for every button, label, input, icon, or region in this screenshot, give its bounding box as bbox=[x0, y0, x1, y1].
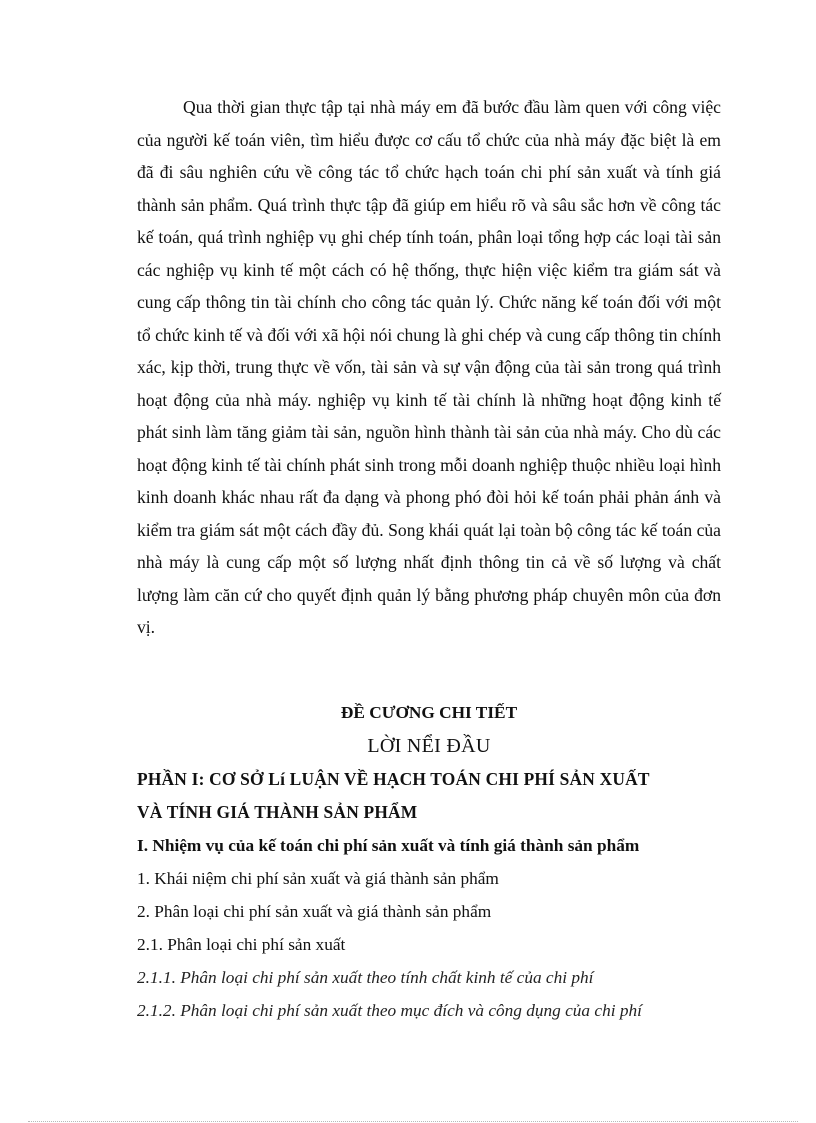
outline-item-2-1: 2.1. Phân loại chi phí sản xuất bbox=[137, 935, 346, 954]
section-one-heading: I. Nhiệm vụ của kế toán chi phí sản xuất và tính giá thành sản phẩm bbox=[137, 836, 640, 855]
outline-title: ĐỀ CƯƠNG CHI TIẾT bbox=[340, 703, 518, 722]
part-one-heading-line-2: VÀ TÍNH GIÁ THÀNH SẢN PHẨM bbox=[137, 802, 418, 822]
detailed-outline bbox=[137, 697, 721, 1027]
intro-paragraph: Qua thời gian thực tập tại nhà máy em đã bước đầu làm quen với công việc của người kế toán viên, tìm hiểu được cơ cấu tổ chức của nhà máy đặc biệt là em đã đi sâu nghiên cứu về công tác tổ chức hạch toán chi phí sản xuất và tính giá thành sản phẩm. Quá trình thực tập đã giúp em hiểu rõ và sâu sắc hơn về công tác kế toán, quá trình nghiệp vụ ghi chép tính toán, phân loại tổng hợp các loại tài sản các nghiệp vụ kinh tế một cách có hệ thống, thực hiện việc kiểm tra giám sát và cung cấp thông tin tài chính cho công tác quản lý. Chức năng kế toán đối với một tổ chức kinh tế và đối với xã hội nói chung là ghi chép và cung cấp thông tin chính xác, kịp thời, trung thực về vốn, tài sản và sự vận động của tài sản trong quá trình hoạt động của nhà máy. nghiệp vụ kinh tế tài chính là những hoạt động kinh tế phát sinh làm tăng giảm tài sản, nguồn hình thành tài sản của nhà máy. Cho dù các hoạt động kinh tế tài chính phát sinh trong mỗi doanh nghiệp thuộc nhiều loại hình kinh doanh khác nhau rất đa dạng và phong phó đòi hỏi kế toán phải phản ánh và kiểm tra giám sát một cách đầy đủ. Song khái quát lại toàn bộ công tác kế toán của nhà máy là cung cấp một số lượng nhất định thông tin cả về số lượng và chất lượng làm căn cứ cho quyết định quản lý bằng phương pháp chuyên môn của đơn vị. bbox=[137, 97, 721, 637]
footer-divider bbox=[28, 1121, 798, 1122]
preface-heading: LỜI NỂI ĐẦU bbox=[367, 735, 491, 757]
outline-item-1: 1. Khái niệm chi phí sản xuất và giá thành sản phẩm bbox=[137, 869, 499, 888]
outline-item-2-1-2: 2.1.2. Phân loại chi phí sản xuất theo mục đích và công dụng của chi phí bbox=[137, 1001, 642, 1020]
outline-item-2-1-1: 2.1.1. Phân loại chi phí sản xuất theo tính chất kinh tế của chi phí bbox=[137, 968, 594, 987]
outline-item-2: 2. Phân loại chi phí sản xuất và giá thành sản phẩm bbox=[137, 902, 492, 921]
part-one-heading-line-1: PHẦN I: CƠ SỞ Lí LUẬN VỀ HẠCH TOÁN CHI PHÍ SẢN XUẤT bbox=[137, 769, 650, 789]
